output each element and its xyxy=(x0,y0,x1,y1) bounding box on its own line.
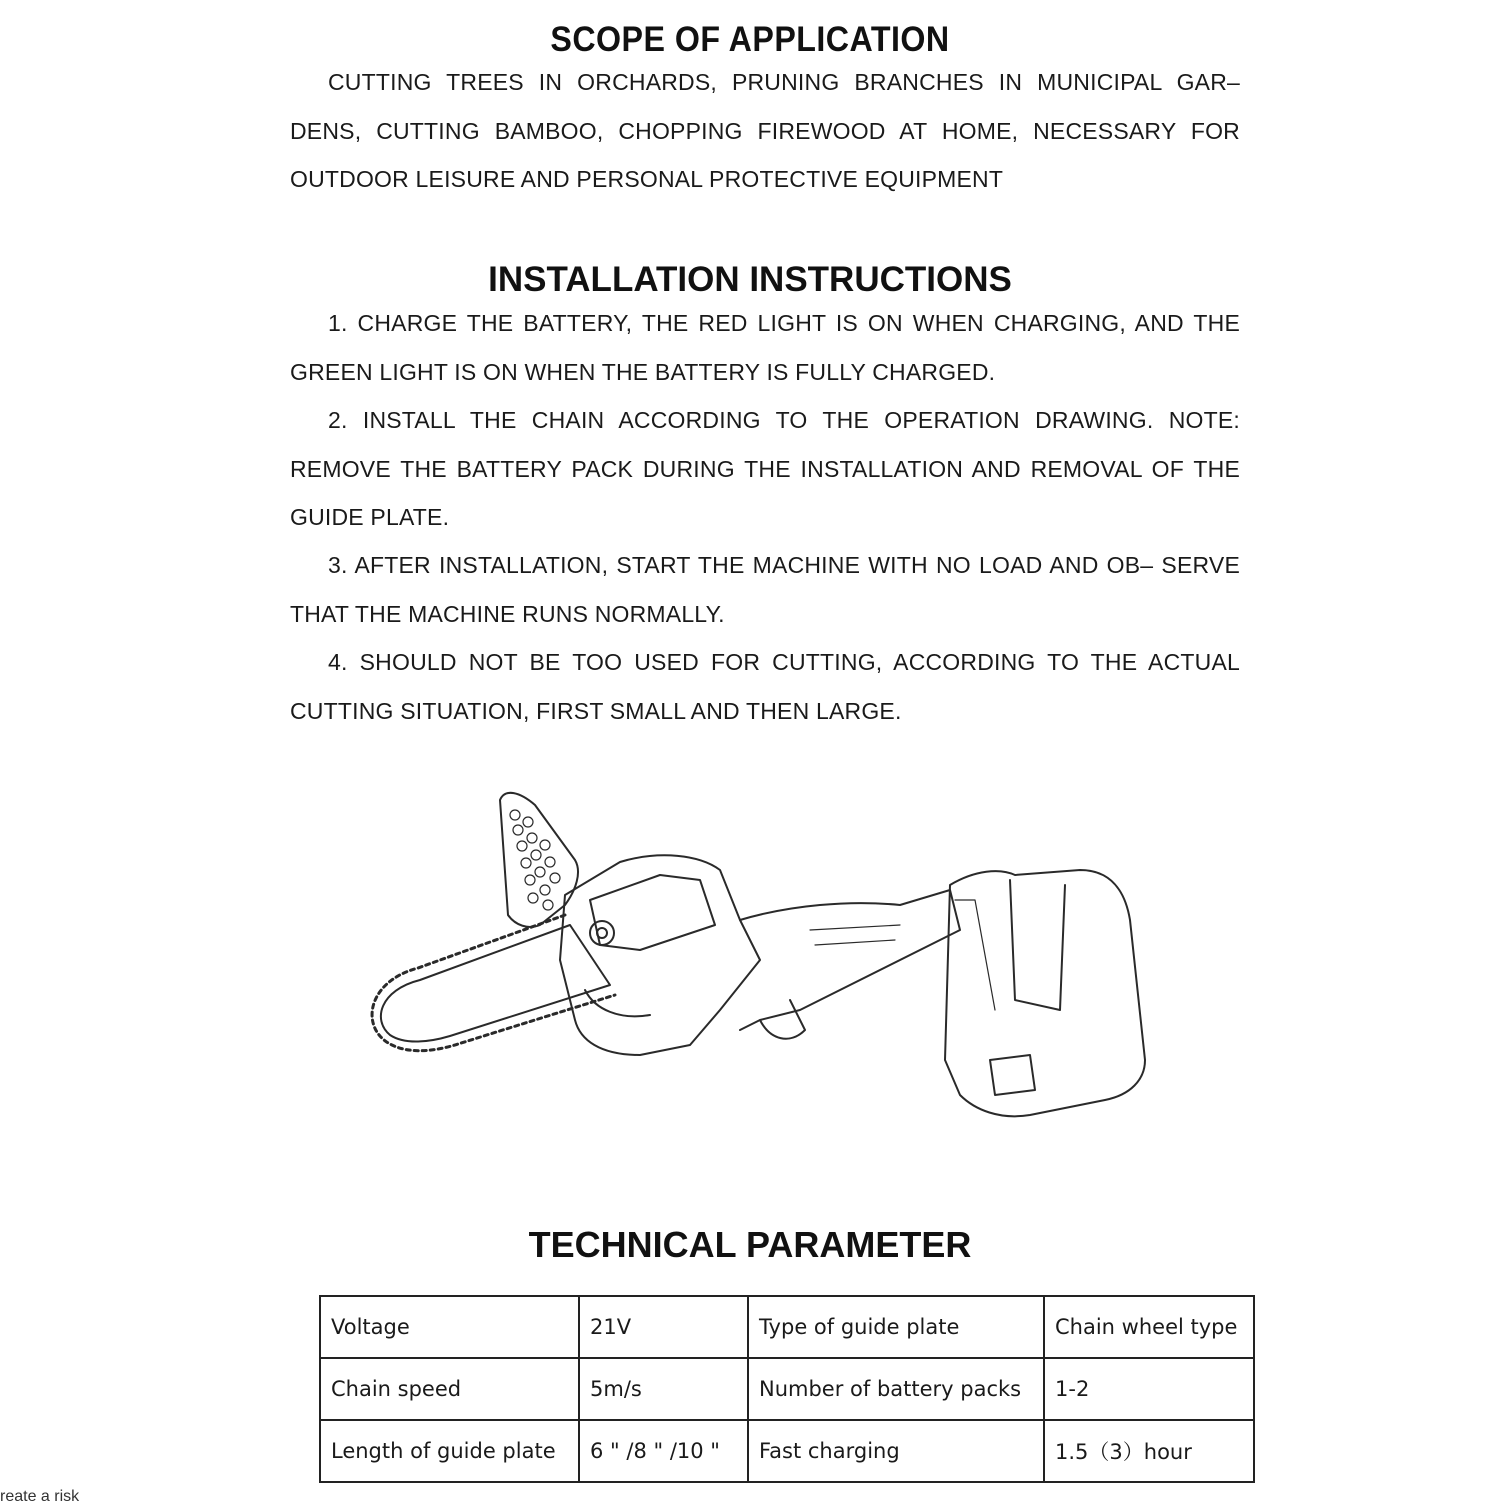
trigger-loop xyxy=(760,1000,805,1039)
table-cell: 1.5（3）hour xyxy=(1044,1420,1254,1482)
table-cell: Fast charging xyxy=(748,1420,1044,1482)
technical-title: TECHNICAL PARAMETER xyxy=(528,1224,972,1265)
table-cell: 6 " /8 " /10 " xyxy=(579,1420,748,1482)
table-row xyxy=(320,1358,1254,1420)
bar-nut xyxy=(590,921,614,945)
table-cell: 5m/s xyxy=(579,1358,748,1420)
battery-pack xyxy=(945,870,1145,1116)
installation-step: 3. AFTER INSTALLATION, START THE MACHINE WITH NO LOAD AND OB– SERVE THAT THE MACHINE RUNS NORMALLY. xyxy=(290,552,1240,627)
housing-lower-edge xyxy=(585,990,650,1016)
table-cell: Chain speed xyxy=(320,1358,579,1420)
clipped-footer-text: reate a risk xyxy=(0,1488,80,1505)
battery-seam xyxy=(955,900,995,1010)
battery-face xyxy=(1010,880,1065,1010)
table-row xyxy=(320,1296,1254,1358)
scope-paragraph: CUTTING TREES IN ORCHARDS, PRUNING BRANCHES IN MUNICIPAL GAR– DENS, CUTTING BAMBOO, CHOPPING FIREWOOD AT HOME, NECESSARY FOR OUTDOOR LEISURE AND PERSONAL PROTECTIVE EQUIPMENT xyxy=(290,69,1240,192)
installation-step: 1. CHARGE THE BATTERY, THE RED LIGHT IS ON WHEN CHARGING, AND THE GREEN LIGHT IS ON WHEN THE BATTERY IS FULLY CHARGED. xyxy=(290,310,1240,385)
battery-release xyxy=(990,1055,1035,1095)
hand-guard-mesh xyxy=(510,810,560,910)
handle xyxy=(740,890,960,1030)
chainsaw-icon xyxy=(360,790,1160,1160)
display-panel xyxy=(590,875,715,950)
installation-title: INSTALLATION INSTRUCTIONS xyxy=(488,260,1012,299)
technical-parameter-table xyxy=(319,1295,1255,1483)
table-cell: Chain wheel type xyxy=(1044,1296,1254,1358)
hand-guard xyxy=(500,793,578,927)
installation-step: 4. SHOULD NOT BE TOO USED FOR CUTTING, ACCORDING TO THE ACTUAL CUTTING SITUATION, FIRST SMALL AND THEN LARGE. xyxy=(290,649,1240,724)
table-row xyxy=(320,1420,1254,1482)
table-cell: Length of guide plate xyxy=(320,1420,579,1482)
table-cell: 1-2 xyxy=(1044,1358,1254,1420)
installation-step: 2. INSTALL THE CHAIN ACCORDING TO THE OPERATION DRAWING. NOTE: REMOVE THE BATTERY PACK DURING THE INSTALLATION AND REMOVAL OF THE GUIDE PLATE. xyxy=(290,407,1240,530)
table-cell: Voltage xyxy=(320,1296,579,1358)
bar-nut-center xyxy=(597,928,607,938)
table-cell: Number of battery packs xyxy=(748,1358,1044,1420)
table-cell: 21V xyxy=(579,1296,748,1358)
handle-grip-lines xyxy=(810,925,900,945)
table-cell: Type of guide plate xyxy=(748,1296,1044,1358)
scope-title: SCOPE OF APPLICATION xyxy=(550,20,950,59)
